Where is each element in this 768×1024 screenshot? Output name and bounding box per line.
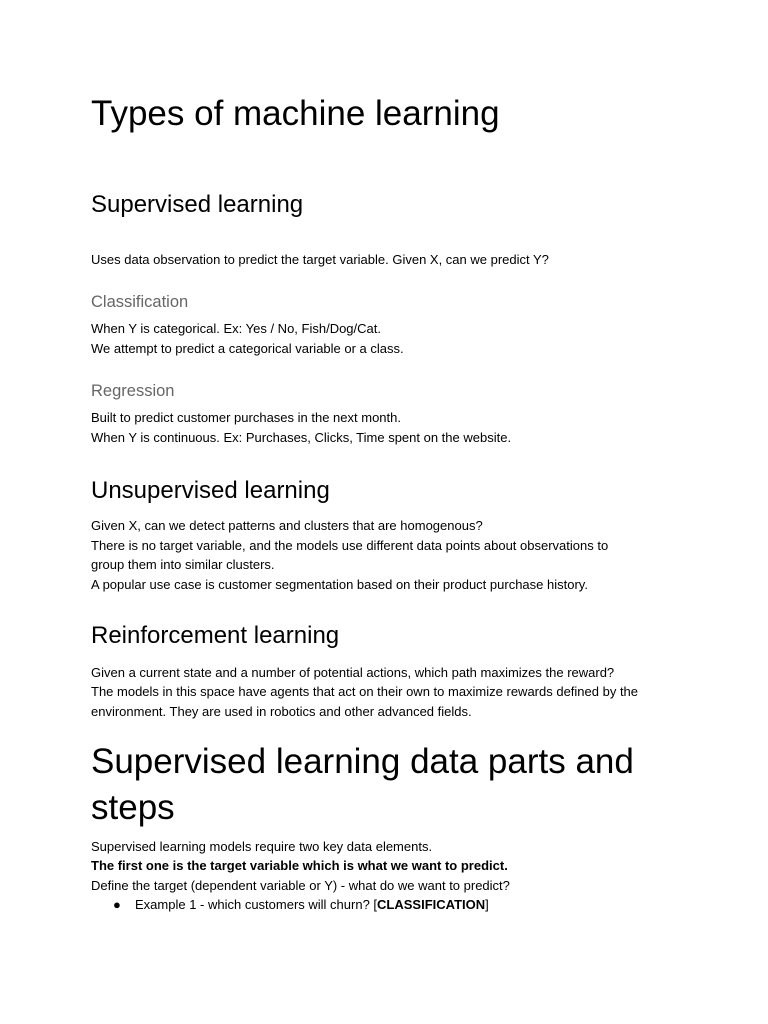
bullet-icon: ●: [113, 897, 121, 912]
bullet-text-bold: CLASSIFICATION: [377, 897, 486, 912]
regression-line-1: Built to predict customer purchases in the next month.: [91, 410, 401, 425]
regression-line-2: When Y is continuous. Ex: Purchases, Clicks, Time spent on the website.: [91, 430, 512, 445]
unsupervised-line-2: There is no target variable, and the models use different data points about observations to: [91, 538, 609, 553]
classification-line-1: When Y is categorical. Ex: Yes / No, Fish/Dog/Cat.: [91, 321, 381, 336]
data-parts-intro: Supervised learning models require two key data elements.: [91, 839, 433, 854]
unsupervised-heading: Unsupervised learning: [91, 477, 330, 504]
data-parts-heading-line-2: steps: [91, 788, 175, 827]
data-parts-heading-line-1: Supervised learning data parts and: [91, 742, 634, 781]
supervised-heading: Supervised learning: [91, 191, 304, 218]
reinforcement-heading: Reinforcement learning: [91, 622, 340, 649]
regression-heading: Regression: [91, 382, 175, 400]
data-parts-define: Define the target (dependent variable or Y) - what do we want to predict?: [91, 878, 510, 893]
unsupervised-line-1: Given X, can we detect patterns and clusters that are homogenous?: [91, 518, 483, 533]
bullet-text-prefix: Example 1 - which customers will churn? [: [135, 897, 378, 912]
data-parts-bold-line: The first one is the target variable which is what we want to predict.: [91, 858, 508, 873]
page-title: Types of machine learning: [91, 94, 500, 133]
reinforcement-line-2: The models in this space have agents that act on their own to maximize rewards defined by the: [91, 684, 639, 699]
unsupervised-line-4: A popular use case is customer segmentation based on their product purchase history.: [91, 577, 588, 592]
reinforcement-line-1: Given a current state and a number of potential actions, which path maximizes the reward?: [91, 665, 615, 680]
unsupervised-line-3: group them into similar clusters.: [91, 557, 275, 572]
reinforcement-line-3: environment. They are used in robotics and other advanced fields.: [91, 704, 472, 719]
classification-heading: Classification: [91, 293, 189, 311]
bullet-item-example-1: [135, 895, 489, 915]
classification-line-2: We attempt to predict a categorical variable or a class.: [91, 341, 404, 356]
bullet-text-suffix: ]: [485, 897, 489, 912]
supervised-text: Uses data observation to predict the target variable. Given X, can we predict Y?: [91, 252, 549, 267]
